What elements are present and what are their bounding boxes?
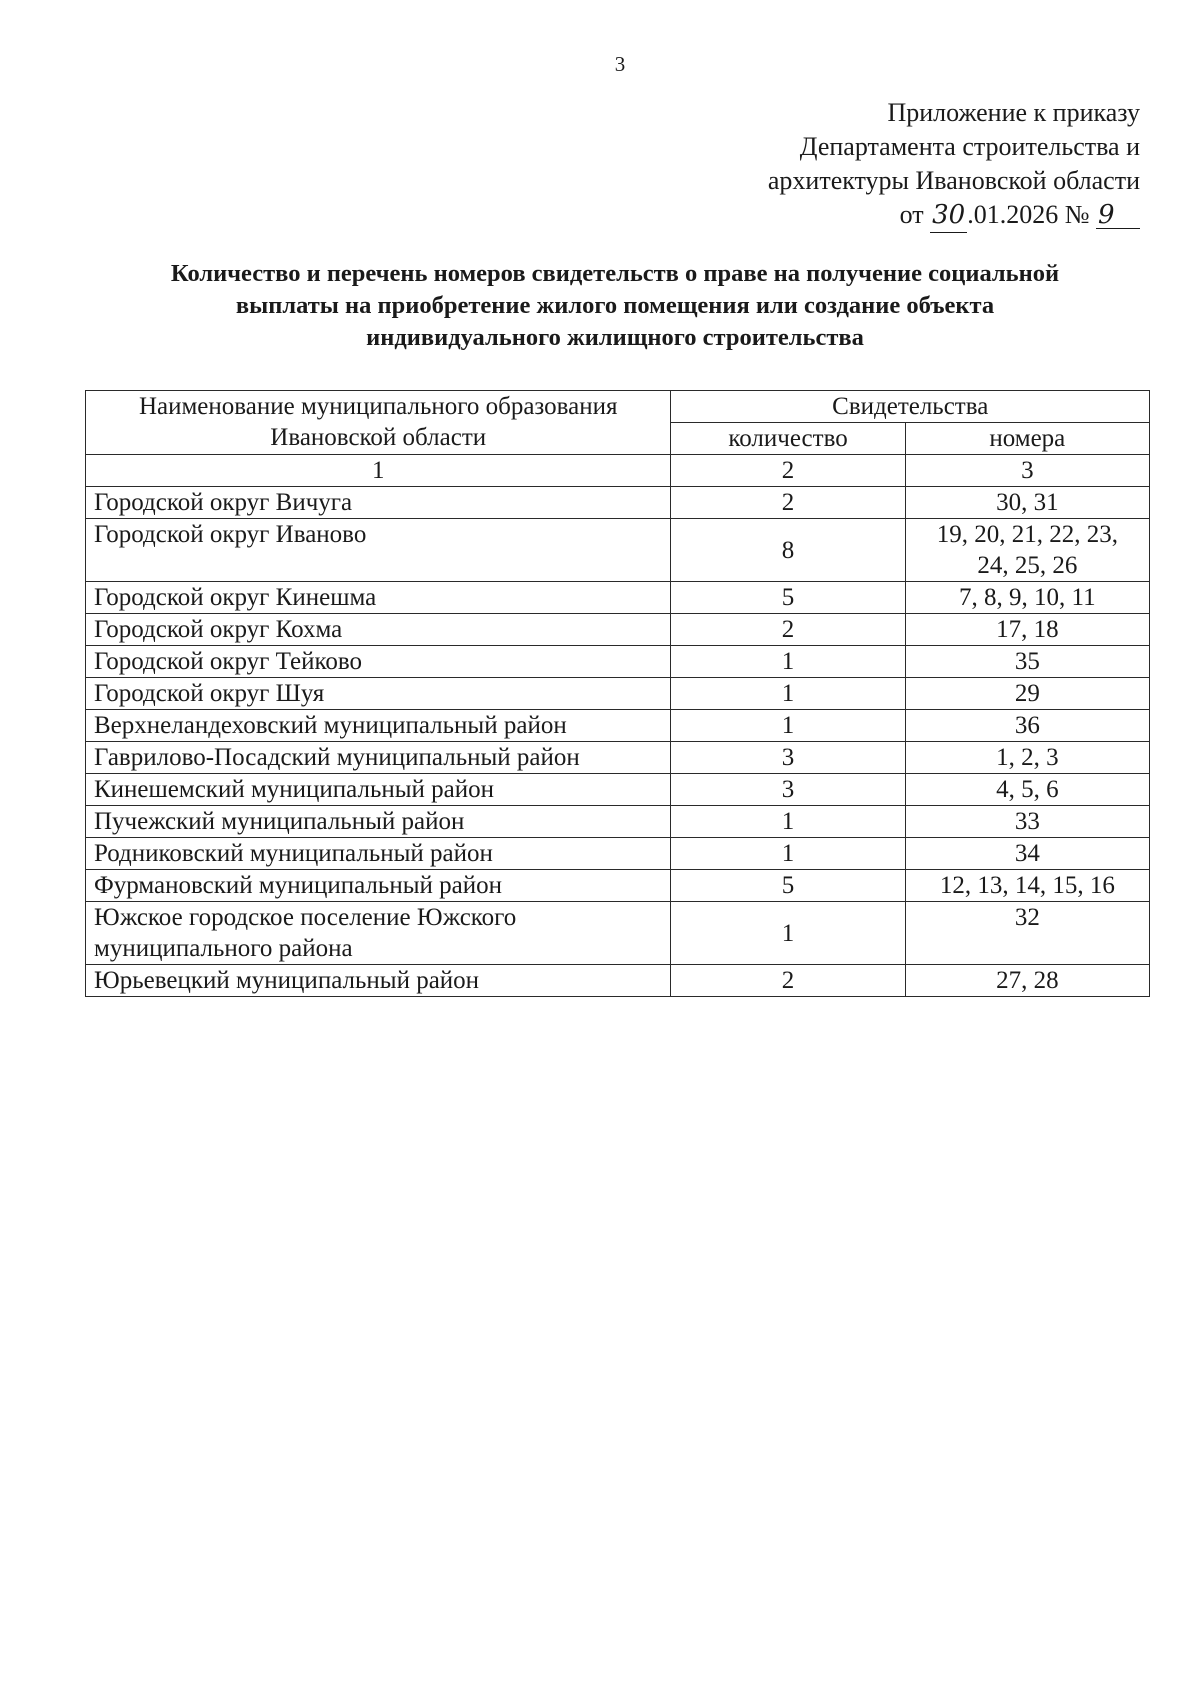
certificate-numbers: 35 bbox=[905, 646, 1149, 678]
table-row bbox=[86, 870, 1150, 902]
municipality-name: Городской округ Тейково bbox=[86, 646, 671, 678]
certificates-table bbox=[85, 390, 1150, 997]
municipality-name: Гаврилово-Посадский муниципальный район bbox=[86, 742, 671, 774]
column-index-2: 2 bbox=[671, 455, 905, 487]
certificate-numbers: 32 bbox=[905, 902, 1149, 965]
appendix-line-2: Департамента строительства и bbox=[799, 132, 1140, 161]
certificate-count: 5 bbox=[671, 870, 905, 902]
certificate-numbers: 17, 18 bbox=[905, 614, 1149, 646]
municipality-name: Кинешемский муниципальный район bbox=[86, 774, 671, 806]
table-row bbox=[86, 678, 1150, 710]
municipality-name bbox=[86, 902, 671, 965]
date-prefix: от bbox=[899, 200, 931, 229]
header-municipality bbox=[86, 391, 671, 455]
municipality-name-line-1: Южское городское поселение Южского bbox=[94, 904, 517, 931]
header-count: количество bbox=[671, 423, 905, 455]
table-header-row bbox=[86, 391, 1150, 423]
title-line-3: индивидуального жилищного строительства bbox=[366, 324, 864, 351]
title-line-2: выплаты на приобретение жилого помещения или создание объекта bbox=[235, 292, 995, 319]
certificate-numbers-line-2: 24, 25, 26 bbox=[977, 552, 1078, 579]
certificate-numbers: 12, 13, 14, 15, 16 bbox=[905, 870, 1149, 902]
certificate-numbers: 36 bbox=[905, 710, 1149, 742]
header-municipality-line-1: Наименование муниципального образования bbox=[138, 393, 618, 420]
certificate-count: 1 bbox=[671, 902, 905, 965]
certificate-numbers: 29 bbox=[905, 678, 1149, 710]
certificate-numbers: 7, 8, 9, 10, 11 bbox=[905, 582, 1149, 614]
certificate-count: 3 bbox=[671, 774, 905, 806]
document-title bbox=[90, 258, 1140, 354]
municipality-name: Верхнеландеховский муниципальный район bbox=[86, 710, 671, 742]
certificate-numbers: 4, 5, 6 bbox=[905, 774, 1149, 806]
appendix-line-3: архитектуры Ивановской области bbox=[767, 166, 1140, 195]
table-row bbox=[86, 710, 1150, 742]
certificate-numbers: 30, 31 bbox=[905, 487, 1149, 519]
column-index-3: 3 bbox=[905, 455, 1149, 487]
table-row bbox=[86, 519, 1150, 582]
header-numbers: номера bbox=[905, 423, 1149, 455]
municipality-name: Юрьевецкий муниципальный район bbox=[86, 965, 671, 997]
certificate-count: 2 bbox=[671, 965, 905, 997]
table-row bbox=[86, 902, 1150, 965]
certificate-count: 1 bbox=[671, 806, 905, 838]
certificate-numbers: 27, 28 bbox=[905, 965, 1149, 997]
header-municipality-line-2: Ивановской области bbox=[270, 424, 487, 451]
certificate-count: 2 bbox=[671, 614, 905, 646]
certificate-count: 3 bbox=[671, 742, 905, 774]
table-row bbox=[86, 582, 1150, 614]
appendix-block bbox=[768, 96, 1140, 233]
municipality-name: Пучежский муниципальный район bbox=[86, 806, 671, 838]
document-number-field bbox=[1096, 202, 1140, 229]
certificate-count: 2 bbox=[671, 487, 905, 519]
certificate-count: 1 bbox=[671, 646, 905, 678]
title-line-1: Количество и перечень номеров свидетельств о праве на получение социальной bbox=[170, 260, 1060, 287]
certificate-count: 8 bbox=[671, 519, 905, 582]
certificate-numbers bbox=[905, 519, 1149, 582]
certificate-count: 5 bbox=[671, 582, 905, 614]
municipality-name: Фурмановский муниципальный район bbox=[86, 870, 671, 902]
table-row bbox=[86, 838, 1150, 870]
document-number-handwritten: 9 bbox=[1098, 200, 1115, 230]
certificate-numbers-line-1: 19, 20, 21, 22, 23, bbox=[936, 521, 1118, 548]
column-index-1: 1 bbox=[86, 455, 671, 487]
municipality-name: Городской округ Иваново bbox=[86, 519, 671, 582]
certificate-numbers: 33 bbox=[905, 806, 1149, 838]
certificate-count: 1 bbox=[671, 838, 905, 870]
municipality-name: Городской округ Кохма bbox=[86, 614, 671, 646]
certificate-numbers: 34 bbox=[905, 838, 1149, 870]
certificate-count: 1 bbox=[671, 710, 905, 742]
municipality-name: Городской округ Шуя bbox=[86, 678, 671, 710]
municipality-name-line-2: муниципального района bbox=[94, 935, 353, 962]
municipality-name: Родниковский муниципальный район bbox=[86, 838, 671, 870]
municipality-name: Городской округ Кинешма bbox=[86, 582, 671, 614]
column-index-row bbox=[86, 455, 1150, 487]
certificate-numbers: 1, 2, 3 bbox=[905, 742, 1149, 774]
table-row bbox=[86, 487, 1150, 519]
table-row bbox=[86, 774, 1150, 806]
header-certificates: Свидетельства bbox=[671, 391, 1150, 423]
page-number: 3 bbox=[614, 52, 626, 76]
appendix-line-1: Приложение к приказу bbox=[887, 98, 1140, 127]
table-row bbox=[86, 806, 1150, 838]
date-rest: .01.2026 № bbox=[967, 200, 1096, 229]
table-row bbox=[86, 646, 1150, 678]
table-row bbox=[86, 742, 1150, 774]
appendix-date-line bbox=[768, 198, 1140, 233]
table-row bbox=[86, 614, 1150, 646]
date-day-handwritten: 30 bbox=[930, 198, 967, 233]
municipality-name: Городской округ Вичуга bbox=[86, 487, 671, 519]
table-row bbox=[86, 965, 1150, 997]
certificate-count: 1 bbox=[671, 678, 905, 710]
